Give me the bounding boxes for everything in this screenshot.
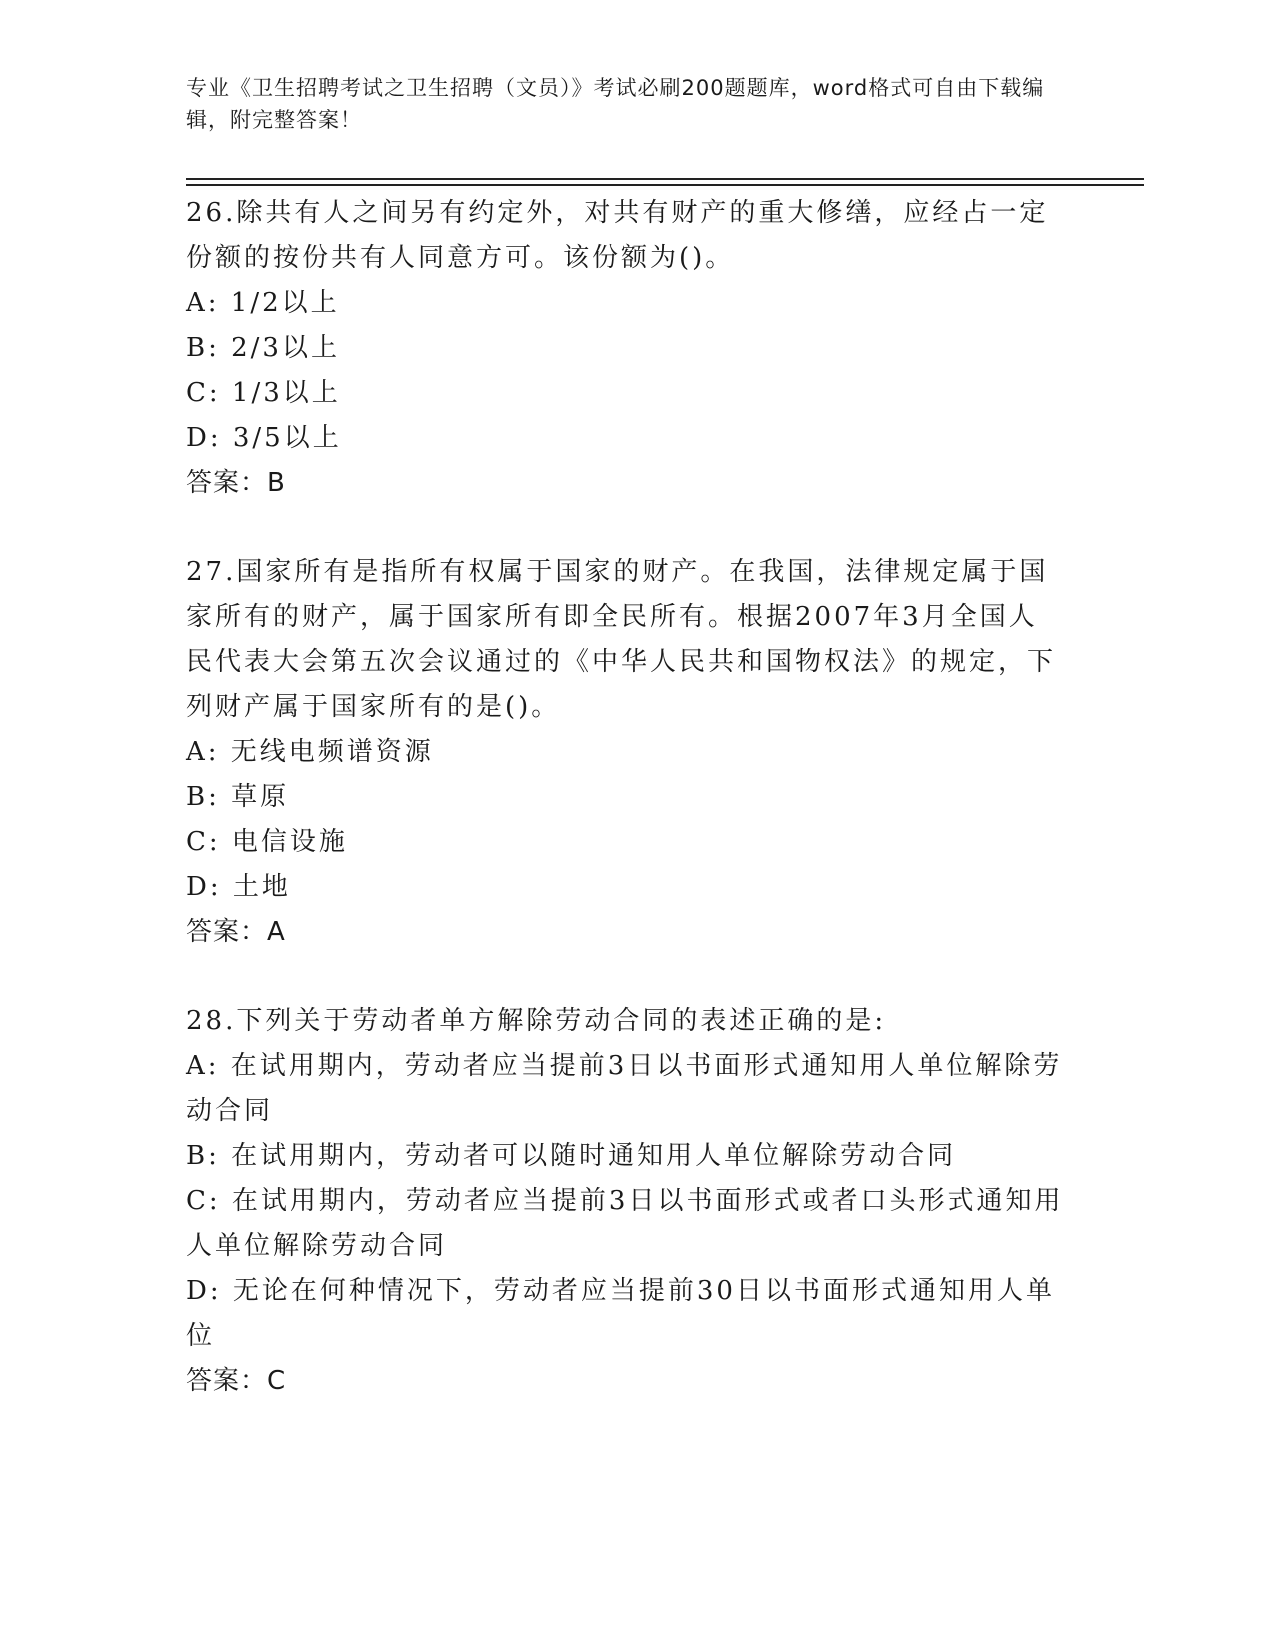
option-a: A: 1/2以上 — [186, 288, 340, 318]
document-header: 专业《卫生招聘考试之卫生招聘（文员）》考试必刷200题题库，word格式可自由下载编辑，附完整答案！ — [186, 76, 1045, 132]
option-d: D: 无论在何种情况下，劳动者应当提前30日以书面形式通知用人单位 — [186, 1276, 1055, 1351]
option-c: C: 1/3以上 — [186, 378, 341, 408]
option-a: A: 在试用期内，劳动者应当提前3日以书面形式通知用人单位解除劳动合同 — [186, 1051, 1063, 1126]
question-27 — [186, 550, 1066, 955]
question-stem: 26.除共有人之间另有约定外，对共有财产的重大修缮，应经占一定份额的按份共有人同意方可。该份额为()。 — [186, 198, 1049, 273]
answer-line: 答案：B — [186, 468, 286, 498]
question-stem: 28.下列关于劳动者单方解除劳动合同的表述正确的是: — [186, 1006, 887, 1036]
option-b: B: 草原 — [186, 782, 290, 812]
option-c: C: 在试用期内，劳动者应当提前3日以书面形式或者口头形式通知用人单位解除劳动合同 — [186, 1186, 1064, 1261]
option-b: B: 在试用期内，劳动者可以随时通知用人单位解除劳动合同 — [186, 1141, 957, 1171]
question-26 — [186, 191, 1066, 506]
option-a: A: 无线电频谱资源 — [186, 737, 434, 767]
question-list — [186, 191, 1066, 1448]
option-c: C: 电信设施 — [186, 827, 348, 857]
header-divider-bottom — [186, 184, 1144, 186]
answer-line: 答案：C — [186, 1366, 287, 1396]
option-d: D: 土地 — [186, 872, 291, 902]
question-28 — [186, 999, 1066, 1404]
header-divider-top — [186, 178, 1144, 180]
option-d: D: 3/5以上 — [186, 423, 342, 453]
answer-line: 答案：A — [186, 917, 286, 947]
option-b: B: 2/3以上 — [186, 333, 340, 363]
question-stem: 27.国家所有是指所有权属于国家的财产。在我国，法律规定属于国家所有的财产，属于国家所有即全民所有。根据2007年3月全国人民代表大会第五次会议通过的《中华人民共和国物权法》的规定，下列财产属于国家所有的是()。 — [186, 557, 1057, 722]
